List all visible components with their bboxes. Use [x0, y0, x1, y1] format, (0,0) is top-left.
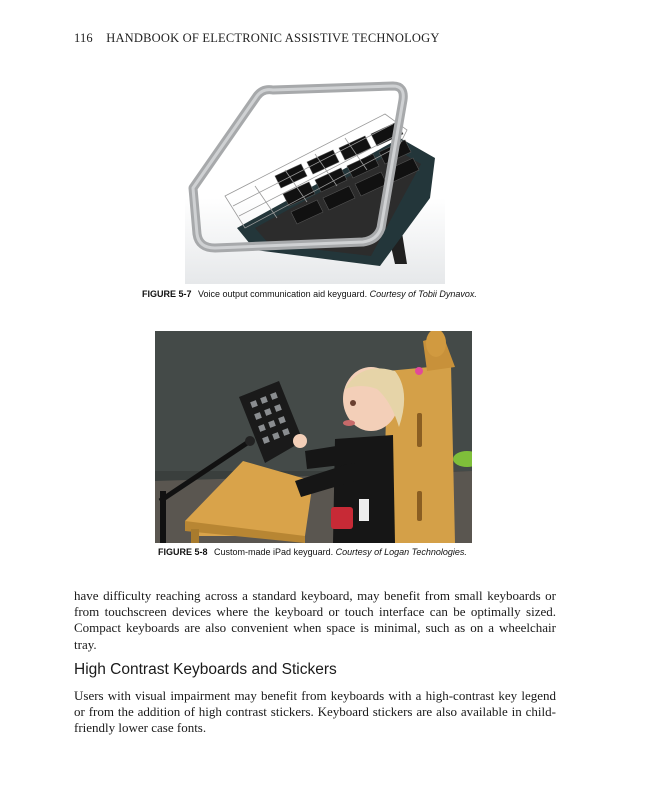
figure-credit: Courtesy of Logan Technologies. [335, 547, 467, 557]
section-heading: High Contrast Keyboards and Stickers [74, 661, 337, 678]
figure-5-7-image [185, 78, 445, 284]
figure-5-8-caption [158, 547, 467, 557]
page-number: 116 [74, 31, 93, 45]
body-paragraph: Users with visual impairment may benefit from keyboards with a high-contrast key legend or from the addition of high contrast stickers. Keyboard stickers are also available in child-friendly lower case fonts. [74, 688, 556, 736]
figure-label: FIGURE 5-8 [158, 547, 208, 557]
body-paragraph: have difficulty reaching across a standard keyboard, may benefit from small keyboards or from touchscreen devices where the keyboard or touch interface can be optimally sized. Compact keyboards are also convenient when space is minimal, such as on a wheelchair tray. [74, 588, 556, 652]
running-title: HANDBOOK OF ELECTRONIC ASSISTIVE TECHNOLOGY [106, 31, 440, 45]
figure-credit: Courtesy of Tobii Dynavox. [369, 289, 477, 299]
figure-caption-text: Custom-made iPad keyguard. [214, 547, 334, 557]
running-header [74, 31, 440, 46]
figure-caption-text: Voice output communication aid keyguard. [198, 289, 368, 299]
figure-5-8-image [155, 331, 472, 543]
figure-label: FIGURE 5-7 [142, 289, 192, 299]
figure-5-7-caption [142, 289, 477, 299]
